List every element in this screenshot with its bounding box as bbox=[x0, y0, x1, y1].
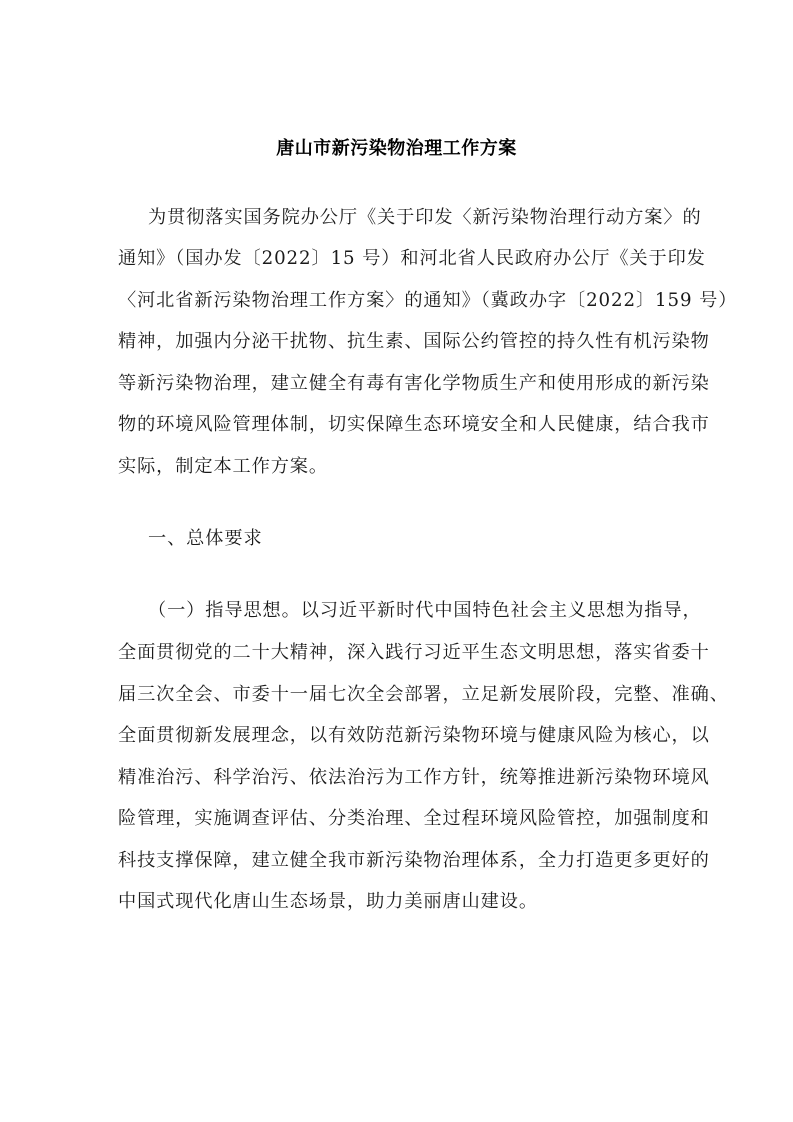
paragraph-line: 实际，制定本工作方案。 bbox=[118, 456, 328, 477]
paragraph-line: 物的环境风险管理体制，切实保障生态环境安全和人民健康，结合我市 bbox=[118, 414, 710, 435]
paragraph-line: 届三次全会、市委十一届七次全会部署，立足新发展阶段，完整、准确、 bbox=[118, 684, 729, 705]
paragraph-line: 科技支撑保障，建立健全我市新污染物治理体系，全力打造更多更好的 bbox=[118, 850, 710, 871]
paragraph-line: 通知》（国办发〔2022〕15 号）和河北省人民政府办公厅《关于印发 bbox=[118, 248, 706, 269]
paragraph-line: 〈河北省新污染物治理工作方案〉的通知》（冀政办字〔2022〕159 号） bbox=[118, 290, 738, 311]
section-heading: 一、总体要求 bbox=[148, 528, 263, 549]
paragraph-line: 险管理，实施调查评估、分类治理、全过程环境风险管控，加强制度和 bbox=[118, 808, 710, 829]
paragraph-line: 为贯彻落实国务院办公厅《关于印发〈新污染物治理行动方案〉的 bbox=[148, 207, 702, 228]
paragraph-line: 精准治污、科学治污、依法治污为工作方针，统筹推进新污染物环境风 bbox=[118, 767, 710, 788]
paragraph-line: （一）指导思想。以习近平新时代中国特色社会主义思想为指导， bbox=[148, 600, 702, 621]
document-title: 唐山市新污染物治理工作方案 bbox=[276, 138, 517, 159]
paragraph-line: 全面贯彻党的二十大精神，深入践行习近平生态文明思想，落实省委十 bbox=[118, 642, 710, 663]
paragraph-line: 中国式现代化唐山生态场景，助力美丽唐山建设。 bbox=[118, 891, 538, 912]
paragraph-line: 全面贯彻新发展理念，以有效防范新污染物环境与健康风险为核心，以 bbox=[118, 725, 710, 746]
paragraph-line: 等新污染物治理，建立健全有毒有害化学物质生产和使用形成的新污染 bbox=[118, 373, 710, 394]
paragraph-line: 精神，加强内分泌干扰物、抗生素、国际公约管控的持久性有机污染物 bbox=[118, 331, 710, 352]
